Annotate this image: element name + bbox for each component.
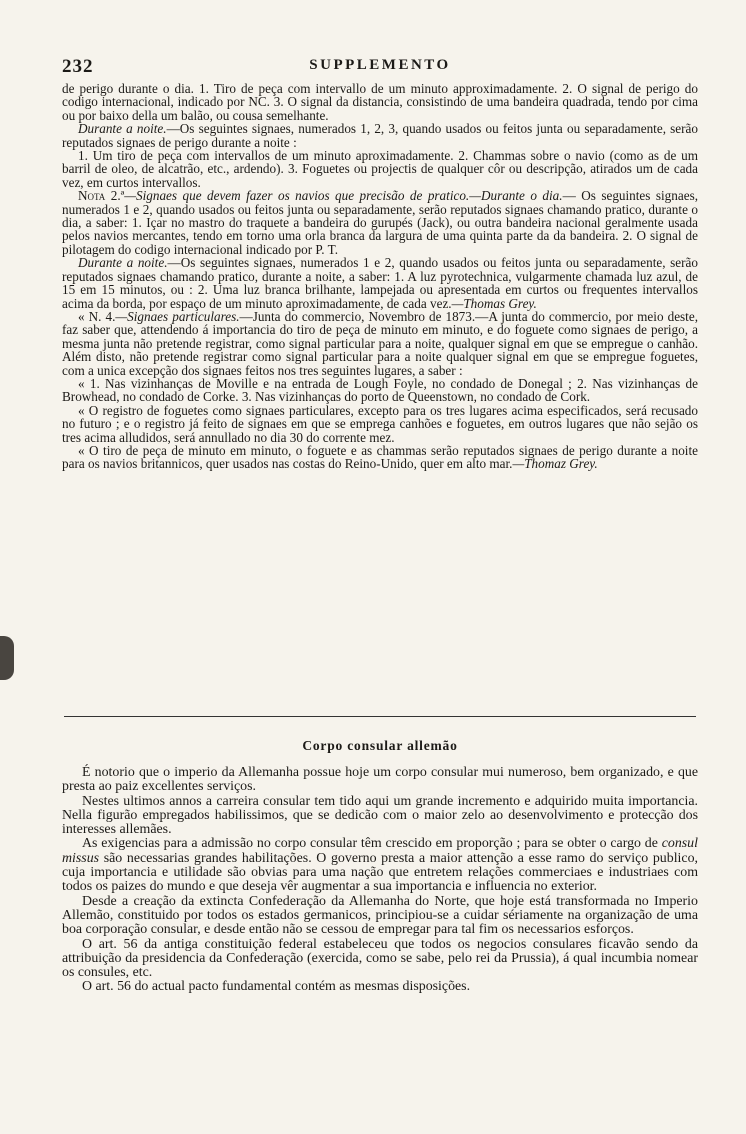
paragraph-night-signals: Durante a noite.—Os seguintes signaes, numerados 1, 2, 3, quando usados ou feitos junta ou separadamente, serão reputados signaes de perigo durante a noite : xyxy=(62,121,698,150)
paragraph-registry: « O registro de foguetes como signaes particulares, excepto para os tres lugares acima especificados, será recusado no futuro ; e o registro já feito de signaes em que se emprega canhões e foguetes, em outros lugares que não sejão os tres acima alludidos, será annullado no dia 30 do corrente mez. xyxy=(62,402,698,445)
paragraph-consular-4: Desde a creação da extincta Confederação da Allemanha do Norte, que hoje está transformada no Imperio Allemão, constituido por todos os estados germanicos, principiou-se a cuidar sériamente na organização de uma boa corporação consular, e desde então não se cessou de empregar para tal fim os necessarios esforços. xyxy=(62,893,698,938)
italic-heading: Durante a noite. xyxy=(78,121,167,137)
paragraph-day-signals: de perigo durante o dia. 1. Tiro de peça com intervallo de um minuto approximadamente. 2. O signal de perigo do codigo internacional, indicado por NC. 3. O signal da distancia, consistindo de uma bandeira quadrada, tendo por cima ou por baixo della um balão, ou cousa semelhante. xyxy=(62,81,698,123)
section-divider xyxy=(64,716,696,717)
note-label: Nota 2.ª xyxy=(78,188,125,204)
paragraph-note-2: Nota 2.ª—Signaes que devem fazer os navios que precisão de pratico.—Durante o dia.— Os seguintes signaes, numerados 1 e 2, quando usados ou feitos junta ou separadamente, serão reputados signaes chamando pratico, durante o dia, a saber: 1. Içar no mastro do traquete a bandeira do gurupés (Jack), ou outra bandeira nacional geralmente usada pelos navios mercantes, tendo em torno uma orla branca da largura de uma quinta parte da da bandeira. 2. O signal de pilotagem do codigo internacional indicado por P. T. xyxy=(62,188,698,257)
binding-edge-mark xyxy=(0,636,14,680)
paragraph-night-list: 1. Um tiro de peça com intervallos de um minuto aproximadamente. 2. Chammas sobre o navio (como as de um barril de oleo, de alcatrão, etc., ardendo). 3. Foguetes ou projectis de qualquer côr ou descripção, atirados um de cada vez, em curtos intervallos. xyxy=(62,148,698,190)
paragraph-consular-1: É notorio que o imperio da Allemanha possue hoje um corpo consular mui numeroso, bem organizado, e que presta ao paiz excellentes serviços. xyxy=(62,765,698,795)
paragraph-consular-2: Nestes ultimos annos a carreira consular tem tido aqui um grande incremento e adquirido muita importancia. Nella figurão empregados habilissimos, que se dedicão com o maior zelo ao desenvolvimento e protecção dos interesses allemães. xyxy=(62,793,698,838)
signals-text-block xyxy=(62,82,698,471)
paragraph-final: « O tiro de peça de minuto em minuto, o foguete e as chammas serão reputados signaes de perigo durante a noite para os navios britannicos, quer usados nas costas do Reino-Unido, quer em alto mar.—Thomaz Grey. xyxy=(62,442,698,472)
italic-term: consul missus xyxy=(62,836,698,866)
paragraph-pilot-night: Durante a noite.—Os seguintes signaes, numerados 1 e 2, quando usados ou feitos junta ou separadamente, serão reputados signaes chamando pratico, durante a noite, a saber: 1. A luz pyrotechnica, vulgarmente chamada luz azul, de 15 em 15 minutos, ou : 2. Uma luz branca brilhante, lampejada ou apresentada em curtos ou frequentes intervallos acima da borda, por espaço de um minuto aproximadamente, de cada vez.—Thomas Grey. xyxy=(62,255,698,311)
consular-text-block xyxy=(62,766,698,995)
paragraph-consular-5: O art. 56 da antiga constituição federal estabeleceu que todos os negocios consulares ficavão sendo da attribuição da presidencia da Confederação (exercida, como se sabe, pelo rei da Prussia), á qual incumbia nomear os consules, etc. xyxy=(62,936,698,981)
paragraph-locations: « 1. Nas vizinhanças de Moville e na entrada de Lough Foyle, no condado de Donegal ; 2. Nas vizinhanças de Browhead, no condado de Corke. 3. Nas vizinhanças do porto de Queenstown, no condado de Cork. xyxy=(62,375,698,405)
signature: —Thomas Grey. xyxy=(451,295,537,311)
section-title: Corpo consular allemão xyxy=(302,738,458,753)
signature: —Thomaz Grey. xyxy=(512,456,598,472)
paragraph-n4: « N. 4.—Signaes particulares.—Junta do commercio, Novembro de 1873.—A junta do commercio, por meio deste, faz saber que, attendendo á importancia do tiro de peça de minuto em minuto, e do foguete como signaes de perigo, a mesma junta não pretende registrar, como signal particular para a noite, qualquer signal em que se empregue o canhão. Além disto, não pretende registrar como signal particular para a noite qualquer signal em que se empregue foguetes, com a unica excepção dos signaes feitos nos tres seguintes lugares, a saber : xyxy=(62,308,698,378)
italic-heading: —Signaes que devem fazer os navios que precisão de pratico.—Durante o dia. xyxy=(124,188,563,204)
running-title: SUPPLEMENTO xyxy=(309,57,451,73)
page-header xyxy=(62,56,698,76)
italic-heading: Durante a noite. xyxy=(78,255,168,271)
paragraph-consular-6: O art. 56 do actual pacto fundamental contém as mesmas disposições. xyxy=(82,979,471,995)
italic-heading: —Signaes particulares. xyxy=(115,308,240,324)
page-number: 232 xyxy=(62,56,94,77)
paragraph-consular-3: As exigencias para a admissão no corpo consular têm crescido em proporção ; para se obter o cargo de consul missus são necessarias grandes habilitações. O governo presta a maior attenção a esse ramo do serviço publico, cuja importancia e utilidade são obvias para uma nação que entretem relações commerciaes e industriaes com todos os paizes do mundo e que deseja vêr augmentar a sua importancia e influencia no exterior. xyxy=(62,836,698,895)
